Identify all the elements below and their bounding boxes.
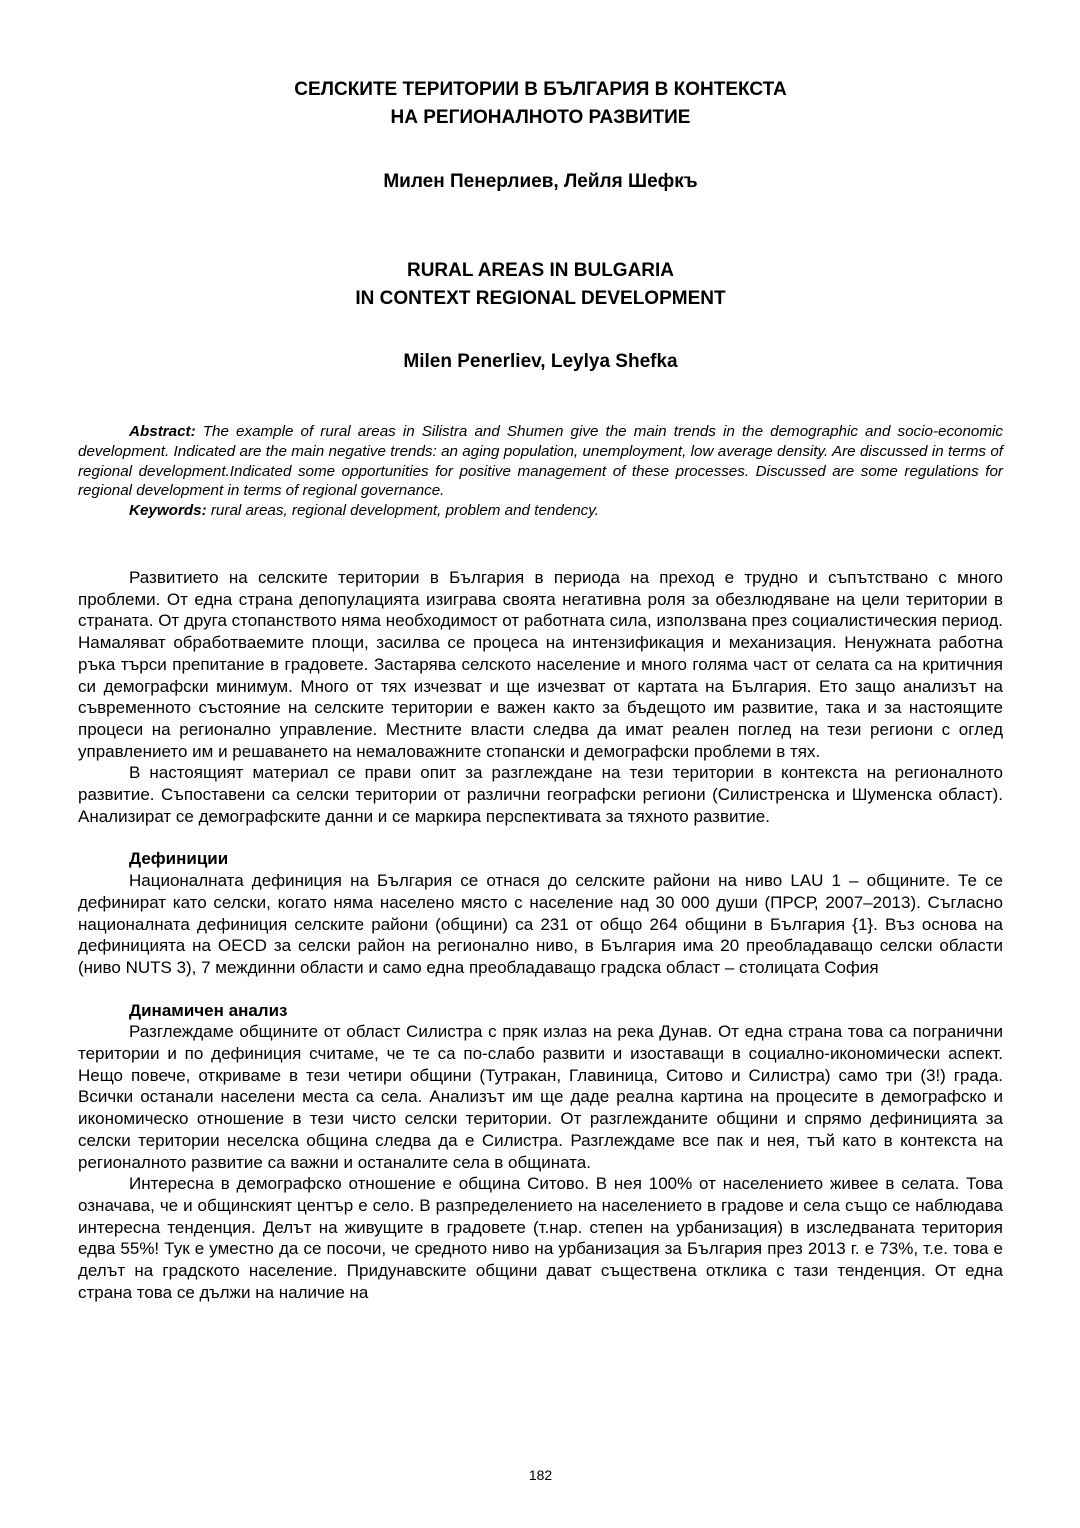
abstract-text: The example of rural areas in Silistra and Shumen give the main trends in the demographic and socio-economic development. Indicated are the main negative trends: an aging population, unemployment, low average density. Are discussed in terms of regional development.Indicated some opportunities for positive management of these processes. Discussed are some regulations for regional development in terms of regional governance. <box>78 423 1003 500</box>
keywords-text: rural areas, regional development, problem and tendency. <box>206 502 599 520</box>
keywords-paragraph <box>78 501 1003 521</box>
title-english-line-1: RURAL AREAS IN BULGARIA <box>406 260 675 281</box>
section-heading-definitions: Дефиниции <box>129 849 229 869</box>
section-definitions <box>78 848 1003 978</box>
body-text <box>78 567 1003 1304</box>
definitions-paragraph-1: Националната дефиниция на България се отнася до селските райони на ниво LAU 1 – общините. Те се дефинират като селски, когато няма населено място с население над 30 000 души (ПРСР, 2007–2013). Съгласно националната дефиниция селските райони (общини) са 231 от общо 264 общини в България {1}. Въз основа на дефиницията на OECD за селски район на регионално ниво, в България има 20 преобладаващо селски области (ниво NUTS 3), 7 междинни области и само една преобладаващо градска област – столицата София <box>78 871 1003 977</box>
section-dynamic-analysis <box>78 1000 1003 1304</box>
abstract-label: Abstract: <box>129 423 196 440</box>
intro-paragraph-2: В настоящият материал се прави опит за разглеждане на тези територии в контекста на регионалното развитие. Съпоставени са селски територии от различни географски региони (Силистренска и Шуменска област). Анализират се демографските данни и се маркира перспективата за тяхното развитие. <box>78 763 1003 826</box>
title-english-line-2: IN CONTEXT REGIONAL DEVELOPMENT <box>355 288 726 309</box>
title-english <box>78 257 1003 313</box>
abstract-block <box>78 422 1003 521</box>
section-heading-dynamic-analysis: Динамичен анализ <box>129 1000 288 1020</box>
document-page <box>78 0 1003 1528</box>
authors-english: Milen Penerliev, Leylya Shefka <box>403 351 678 372</box>
intro-paragraph-1: Развитието на селските територии в България в периода на преход е трудно и съпътствано с много проблеми. От една страна депопулацията изиграва своята негативна роля за обезлюдяване на цели територии в страната. От друга стопанството няма необходимост от работната сила, използвана през социалистическия период. Намаляват обработваемите площи, засилва се процеса на интензификация и механизация. Ненужната работна ръка търси препитание в градовете. Застарява селското население и много голяма част от селата са на критичния си демографски минимум. Много от тях изчезват и ще изчезват от картата на България. Ето защо анализът на съвременното състояние на селските територии е важен както за бъдещото им развитие, така и за настоящите процеси на регионално управление. Местните власти следва да имат реален поглед на тези региони с оглед управлението им и решаването на немаловажните стопански и демографски проблеми в тях. <box>78 568 1003 761</box>
authors-bulgarian: Милен Пенерлиев, Лейля Шефкъ <box>383 171 698 192</box>
keywords-label: Keywords: <box>129 502 207 520</box>
dynamic-paragraph-1: Разглеждаме общините от област Силистра с пряк излаз на река Дунав. От една страна това са погранични територии и по дефиниция считаме, че те са по-слабо развити и изоставащи в социално-икономически аспект. Нещо повече, откриваме в тези четири общини (Тутракан, Главиница, Ситово и Силистра) само три (3!) града. Всички останали населени места са села. Анализът им ще даде реална картина на процесите в демографско и икономическо отношение в тези чисто селски територии. От разглежданите общини и спрямо дефиницията за селски територии неселска община следва да е Силистра. Разглеждаме все пак и нея, тъй като в контекста на регионалното развитие са важни и останалите села в общината. <box>78 1022 1003 1172</box>
title-bulgarian-line-2: НА РЕГИОНАЛНОТО РАЗВИТИЕ <box>390 107 691 128</box>
dynamic-paragraph-2: Интересна в демографско отношение е община Ситово. В нея 100% от населението живее в селата. Това означава, че и общинският център е село. В разпределението на населението в градове и села също се наблюдава интересна тенденция. Делът на живущите в градовете (т.нар. степен на урбанизация) в изследваната територия едва 55%! Тук е уместно да се посочи, че средното ниво на урбанизация за България през 2013 г. е 73%, т.е. това е делът на градското население. Придунавските общини дават съществена отклика с тази тенденция. От една страна това се дължи на наличие на <box>78 1174 1003 1302</box>
title-bulgarian <box>78 76 1003 132</box>
page-number: 182 <box>528 1467 553 1483</box>
abstract-paragraph <box>78 422 1003 501</box>
title-bulgarian-line-1: СЕЛСКИТЕ ТЕРИТОРИИ В БЪЛГАРИЯ В КОНТЕКСТА <box>294 79 787 100</box>
